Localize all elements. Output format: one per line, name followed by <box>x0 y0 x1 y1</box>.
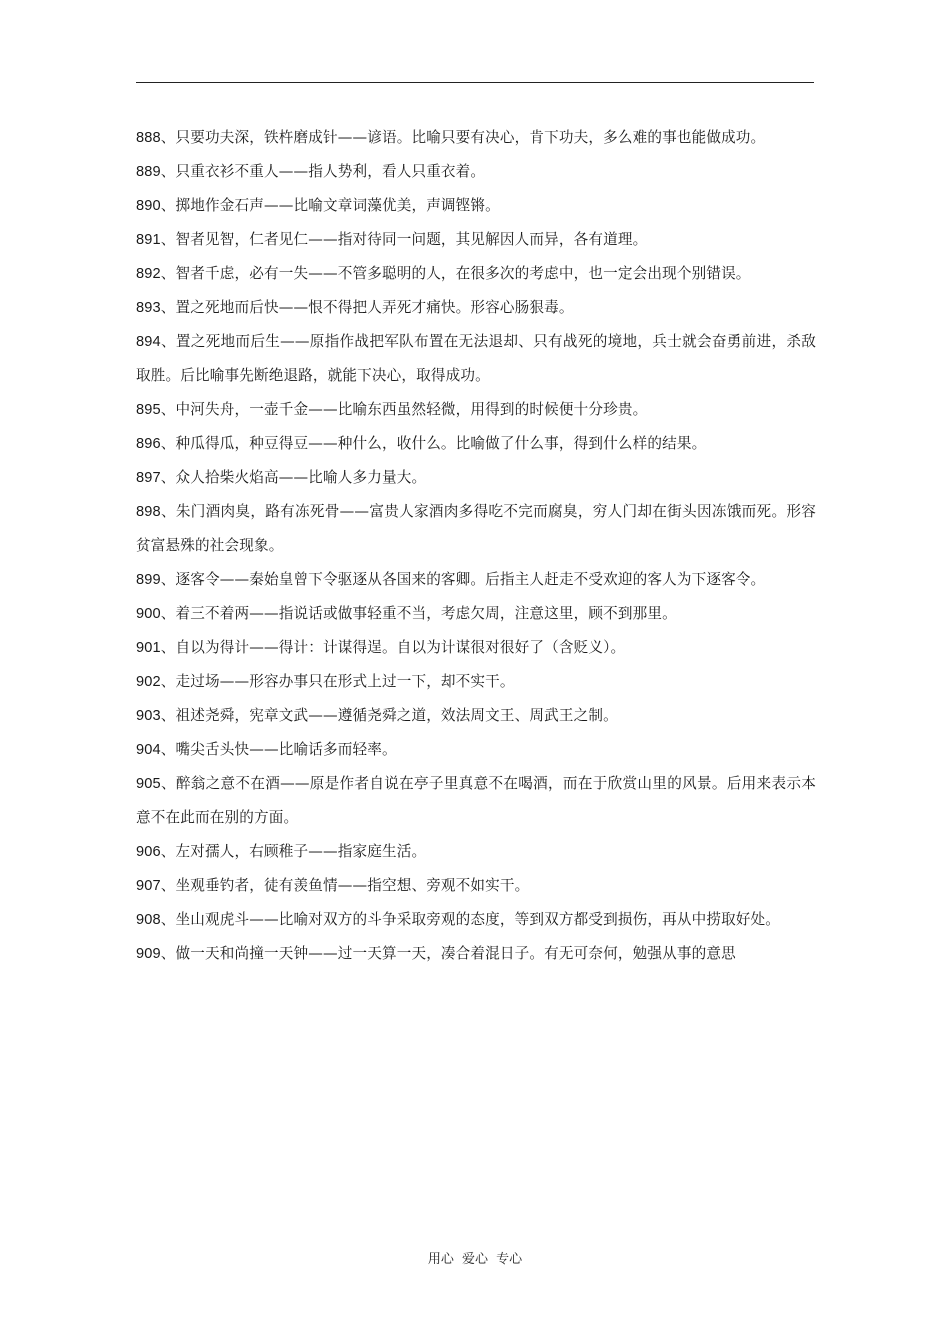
entry-text: 种瓜得瓜，种豆得豆——种什么，收什么。比喻做了什么事，得到什么样的结果。 <box>175 435 707 452</box>
list-item <box>136 699 816 733</box>
list-item <box>136 189 816 223</box>
list-item <box>136 291 816 325</box>
entry-text: 逐客令——秦始皇曾下令驱逐从各国来的客卿。后指主人赶走不受欢迎的客人为下逐客令。 <box>175 571 766 588</box>
list-item <box>136 665 816 699</box>
header-rule <box>136 82 814 83</box>
page-footer: 用心 爱心 专心 <box>427 1252 523 1267</box>
list-item <box>136 495 816 563</box>
entry-number: 909、 <box>136 946 176 962</box>
entry-text: 自以为得计——得计：计谋得逞。自以为计谋很对很好了（含贬义）。 <box>175 639 626 656</box>
entry-text: 着三不着两——指说话或做事轻重不当，考虑欠周，注意这里，顾不到那里。 <box>175 605 677 622</box>
list-item <box>136 733 816 767</box>
entry-number: 899、 <box>136 572 176 588</box>
entry-text: 坐观垂钓者，徒有羡鱼情——指空想、旁观不如实干。 <box>175 877 530 894</box>
entry-number: 893、 <box>136 300 176 316</box>
entry-text: 智者见智，仁者见仁——指对待同一问题，其见解因人而异，各有道理。 <box>175 231 648 248</box>
list-item <box>136 223 816 257</box>
list-item <box>136 597 816 631</box>
list-item <box>136 903 816 937</box>
list-item <box>136 937 816 971</box>
entry-number: 905、 <box>136 776 176 792</box>
list-item <box>136 767 816 835</box>
entry-text: 掷地作金石声——比喻文章词藻优美，声调铿锵。 <box>175 197 500 214</box>
entry-text: 只要功夫深，铁杵磨成针——谚语。比喻只要有决心，肯下功夫，多么难的事也能做成功。 <box>175 129 766 146</box>
entry-number: 904、 <box>136 742 176 758</box>
entry-number: 906、 <box>136 844 176 860</box>
entry-text: 左对孺人，右顾稚子——指家庭生活。 <box>175 843 427 860</box>
entry-number: 894、 <box>136 334 176 350</box>
list-item <box>136 869 816 903</box>
entry-text: 众人拾柴火焰高——比喻人多力量大。 <box>175 469 427 486</box>
entry-number: 896、 <box>136 436 176 452</box>
entry-text: 朱门酒肉臭，路有冻死骨——富贵人家酒肉多得吃不完而腐臭，穷人门却在街头因冻饿而死。形容贫富悬殊的社会现象。 <box>136 503 816 554</box>
list-item <box>136 155 816 189</box>
entry-list <box>136 121 816 971</box>
entry-text: 置之死地而后生——原指作战把军队布置在无法退却、只有战死的境地，兵士就会奋勇前进，杀敌取胜。后比喻事先断绝退路，就能下决心，取得成功。 <box>136 333 816 384</box>
list-item <box>136 631 816 665</box>
entry-text: 醉翁之意不在酒——原是作者自说在亭子里真意不在喝酒，而在于欣赏山里的风景。后用来表示本意不在此而在别的方面。 <box>136 775 816 826</box>
entry-number: 908、 <box>136 912 176 928</box>
entry-number: 903、 <box>136 708 176 724</box>
entry-number: 890、 <box>136 198 176 214</box>
entry-number: 901、 <box>136 640 176 656</box>
list-item <box>136 835 816 869</box>
entry-text: 走过场——形容办事只在形式上过一下，却不实干。 <box>175 673 515 690</box>
entry-number: 902、 <box>136 674 176 690</box>
list-item <box>136 563 816 597</box>
entry-number: 888、 <box>136 130 176 146</box>
entry-number: 895、 <box>136 402 176 418</box>
entry-text: 坐山观虎斗——比喻对双方的斗争采取旁观的态度，等到双方都受到损伤，再从中捞取好处。 <box>175 911 781 928</box>
entry-text: 中河失舟，一壶千金——比喻东西虽然轻微，用得到的时候便十分珍贵。 <box>175 401 648 418</box>
list-item <box>136 427 816 461</box>
entry-text: 只重衣衫不重人——指人势利，看人只重衣着。 <box>175 163 486 180</box>
entry-number: 892、 <box>136 266 176 282</box>
entry-text: 智者千虑，必有一失——不管多聪明的人，在很多次的考虑中，也一定会出现个别错误。 <box>175 265 751 282</box>
entry-number: 891、 <box>136 232 176 248</box>
entry-text: 做一天和尚撞一天钟——过一天算一天，凑合着混日子。有无可奈何，勉强从事的意思 <box>175 945 736 962</box>
entry-text: 祖述尧舜，宪章文武——遵循尧舜之道，效法周文王、周武王之制。 <box>175 707 618 724</box>
entry-text: 嘴尖舌头快——比喻话多而轻率。 <box>175 741 397 758</box>
list-item <box>136 393 816 427</box>
list-item <box>136 257 816 291</box>
list-item <box>136 121 816 155</box>
entry-text: 置之死地而后快——恨不得把人弄死才痛快。形容心肠狠毒。 <box>175 299 574 316</box>
entry-number: 889、 <box>136 164 176 180</box>
entry-number: 897、 <box>136 470 176 486</box>
list-item <box>136 325 816 393</box>
entry-number: 900、 <box>136 606 176 622</box>
list-item <box>136 461 816 495</box>
entry-number: 907、 <box>136 878 176 894</box>
entry-number: 898、 <box>136 504 176 520</box>
